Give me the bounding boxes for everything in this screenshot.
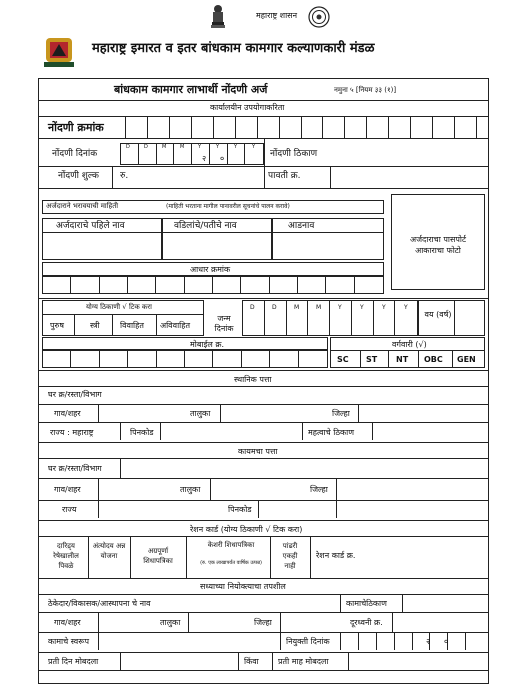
divider [38,370,489,371]
divider [454,300,455,336]
birth-date-label: जन्म दिनांक [214,314,234,334]
ration-card-number-label: रेशन कार्ड क्र. [316,551,356,560]
divider [330,350,485,351]
dob-mark: Y [338,304,342,311]
divider [38,478,489,479]
local-district-label: जिल्हा [332,409,350,418]
ration-heading: रेशन कार्ड (योग्य ठिकाणी √ टिक करा) [190,525,303,534]
divider [188,612,189,632]
registration-number-label: नोंदणी क्रमांक [48,121,104,134]
government-seal-icon [308,6,330,28]
divider [336,500,337,518]
ration-antyodaya-option[interactable]: अंत्योदय अन्न योजना [92,542,126,560]
ration-bpl-option[interactable]: दारिद्र्य रेषेखालील पिवळे [53,542,79,570]
local-state-label: राज्य : महाराष्ट्र [50,428,94,437]
ration-priority-option[interactable]: अग्रपूर्णा शिधापत्रिका [143,547,173,565]
applicant-heading: अर्जदाराने भरावयाची माहिती [46,202,119,210]
divider [358,404,359,422]
birth-date-field[interactable] [242,300,418,336]
board-logo-icon [42,36,76,70]
father-name-label: वडिलांचे/पतीचे नाव [174,221,237,231]
category-option-gen[interactable]: GEN [457,355,476,364]
applicant-heading-note: (माहिती भरताना मागील पानावरील सूचनांचे पालन करावे) [166,203,290,210]
dob-mark: Y [382,304,386,311]
ration-white-option[interactable]: पांढरी एकही नाही [282,542,298,570]
ration-saffron-option[interactable]: केशरी शिधापत्रिका [207,541,255,549]
divider [270,536,271,578]
divider [42,314,204,315]
divider [38,442,489,443]
divider [302,422,303,440]
divider [156,314,157,336]
divider [38,166,489,167]
divider [340,594,341,612]
divider [38,670,489,671]
rupee-label: रु. [120,171,129,181]
employer-phone-label: दूरध्वनी क्र. [350,618,383,627]
divider [280,612,281,632]
divider [98,404,99,422]
divider [74,314,75,336]
local-house-label: घर क्र/रस्ता/विभाग [48,390,102,399]
date-mark-y4: Y [252,144,256,150]
divider [38,404,489,405]
divider [38,594,489,595]
divider [264,138,265,188]
divider [392,612,393,632]
divider [310,536,311,578]
divider [38,298,489,299]
divider [38,458,489,459]
divider [210,478,211,500]
permanent-village-label: गाव/शहर [54,485,81,494]
surname-label: आडनाव [288,221,315,231]
photo-label: अर्जदाराचा पासपोर्ट आकाराचा फोटो [409,235,467,256]
mobile-label: मोबाईल क्र. [190,340,225,349]
board-title: महाराष्ट्र इमारत व इतर बांधकाम कामगार कल्याणकारी मंडळ [92,41,375,56]
first-name-label: अर्जदाराचे पहिले नाव [56,221,125,231]
registration-date-label: नोंदणी दिनांक [52,149,98,159]
divider [38,422,489,423]
aadhaar-field[interactable] [42,276,384,294]
form-title: बांधकाम कामगार लाभार्थी नोंदणी अर्ज [114,83,268,96]
date-mark-y1: Y [198,144,202,150]
date-mark-d1: D [126,144,130,150]
divider [98,478,99,500]
divider [372,422,373,440]
local-taluka-label: तालुका [190,409,211,418]
category-option-obc[interactable]: OBC [424,355,443,364]
divider [98,612,99,632]
divider [388,350,389,368]
divider [336,478,337,500]
category-label: वर्गवारी (√) [392,340,427,349]
office-use-label: कार्यालयीन उपयोगाकरिता [210,103,285,112]
female-option[interactable]: स्त्री [90,321,100,330]
divider [112,166,113,188]
local-pincode-label: पिनकोड [130,428,154,437]
permanent-district-label: जिल्हा [310,485,328,494]
year-digit: २ [426,637,431,646]
employer-village-label: गाव/शहर [54,618,81,627]
permanent-house-label: घर क्र/रस्ता/विभाग [48,464,102,473]
divider [360,350,361,368]
divider [38,578,489,579]
monthly-wage-label: प्रती माह मोबदला [278,657,329,666]
mobile-label-box [42,337,328,350]
permanent-taluka-label: तालुका [180,485,201,494]
aadhaar-label: आधार क्रमांक [190,265,231,274]
local-address-heading: स्थानिक पत्ता [234,375,272,384]
permanent-pincode-label: पिनकोड [228,505,252,514]
permanent-address-heading: कायमचा पत्ता [238,447,278,456]
dob-mark: Y [360,304,364,311]
year-digit: ० [220,154,225,163]
divider [280,632,281,650]
male-option[interactable]: पुरुष [50,321,64,330]
or-label: किंवा [244,657,259,666]
category-option-st[interactable]: ST [366,355,378,364]
state-emblem-icon [211,4,225,30]
divider [38,100,489,101]
gov-label: महाराष्ट्र शासन [256,11,298,20]
divider [38,188,489,189]
father-name-field[interactable] [162,218,272,260]
divider [120,422,121,440]
registration-fee-label: नोंदणी शुल्क [58,171,99,181]
category-option-nt[interactable]: NT [396,355,409,364]
dob-mark: D [272,304,277,311]
year-digit: ० [444,637,449,646]
local-landmark-label: महत्वाचे ठिकाण [308,428,355,437]
divider [38,520,489,521]
first-name-field[interactable] [42,218,162,260]
registration-date-field[interactable] [120,143,264,165]
registration-number-field[interactable] [125,116,489,138]
registration-place-label: नोंदणी ठिकाण [270,149,318,159]
divider [38,652,489,653]
permanent-state-label: राज्य [62,505,77,514]
employer-district-label: जिल्हा [254,618,272,627]
divider [220,404,221,422]
date-mark-d2: D [144,144,148,150]
divider [130,536,131,578]
date-mark-m2: M [180,144,185,150]
divider [38,500,489,501]
year-digit: २ [202,154,207,163]
divider [38,612,489,613]
divider [38,536,489,537]
local-village-label: गाव/शहर [54,409,81,418]
divider [38,386,489,387]
appointment-date-field[interactable] [340,632,485,650]
dob-mark: M [294,304,300,311]
dob-mark: M [316,304,322,311]
divider [112,314,113,336]
divider [186,536,187,578]
surname-field[interactable] [272,218,384,260]
unmarried-option[interactable]: अविवाहित [160,321,191,330]
category-option-sc[interactable]: SC [337,355,349,364]
date-mark-y3: Y [234,144,238,150]
employer-heading: सध्याच्या नियोक्त्याचा तपशील [200,582,286,591]
divider [98,632,99,650]
date-mark-m1: M [162,144,167,150]
employer-name-label: ठेकेदार/विकासक/आस्थापना चे नाव [48,599,151,608]
receipt-number-label: पावती क्र. [268,171,301,181]
divider [160,422,161,440]
dob-mark: D [250,304,255,311]
divider [238,652,239,670]
divider [272,652,273,670]
tick-note: योग्य ठिकाणी √ टिक करा [86,303,152,311]
gender-marital-box [42,300,204,336]
divider [402,594,403,612]
daily-wage-label: प्रती दिन मोबदला [48,657,99,666]
divider [98,500,99,518]
divider [348,652,349,670]
aadhaar-label-box [42,262,384,276]
ration-saffron-note: (रु. एक लाखापर्यंत वार्षिक उत्पन्न) [200,560,262,566]
mobile-field[interactable] [42,350,328,368]
divider [258,500,259,518]
married-option[interactable]: विवाहित [120,321,144,330]
divider [452,350,453,368]
employer-taluka-label: तालुका [160,618,181,627]
appointment-date-label: नियुक्ती दिनांक [286,637,330,646]
age-label: वय (वर्ष) [424,310,452,319]
date-mark-y2: Y [216,144,220,150]
divider [330,166,331,188]
divider [418,350,419,368]
divider [120,652,121,670]
work-type-label: कामाचे स्वरूप [48,637,90,646]
divider [120,458,121,478]
form-reference: नमुना ५ [नियम ३३ (१)] [334,86,397,94]
divider [88,536,89,578]
work-place-label: कामाचेठिकाण [346,599,387,608]
dob-mark: Y [404,304,408,311]
